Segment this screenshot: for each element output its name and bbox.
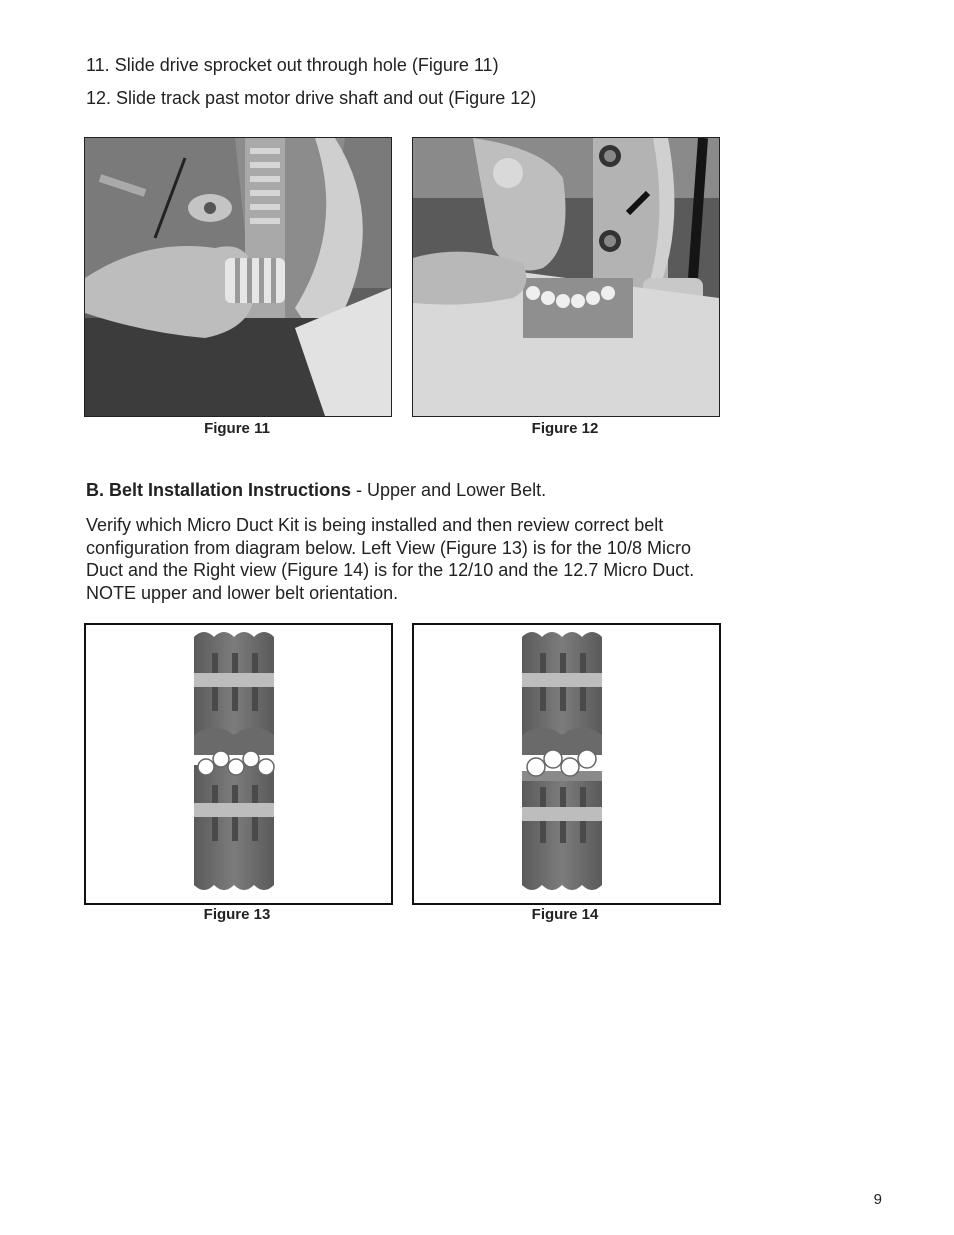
- section-body: Verify which Micro Duct Kit is being installed and then review correct belt configuration from diagram below. Left View (Figure 13) is for the 10/8 Micro Duct and the Right view (Figure 14) is for the 12/10 and the 12.7 Micro Duct. NOTE upper and lower belt orientation.: [86, 515, 695, 603]
- figure-14-caption: Figure 14: [531, 906, 599, 923]
- figure-11-photo: [84, 137, 392, 417]
- section-heading: [86, 480, 546, 501]
- figure-12-caption: Figure 12: [531, 420, 599, 437]
- page-number: 9: [873, 1191, 882, 1208]
- step-12: 12. Slide track past motor drive shaft and out (Figure 12): [86, 88, 537, 108]
- section-title: B. Belt Installation Instructions: [86, 480, 352, 500]
- figure-13-caption: Figure 13: [203, 906, 271, 923]
- section-subtitle: - Upper and Lower Belt.: [351, 480, 547, 500]
- figure-12-photo: [412, 137, 720, 417]
- figure-11-caption: Figure 11: [204, 420, 270, 437]
- figure-14-diagram: [412, 623, 721, 905]
- step-11: 11. Slide drive sprocket out through hole (Figure 11): [86, 55, 499, 75]
- figure-13-diagram: [84, 623, 393, 905]
